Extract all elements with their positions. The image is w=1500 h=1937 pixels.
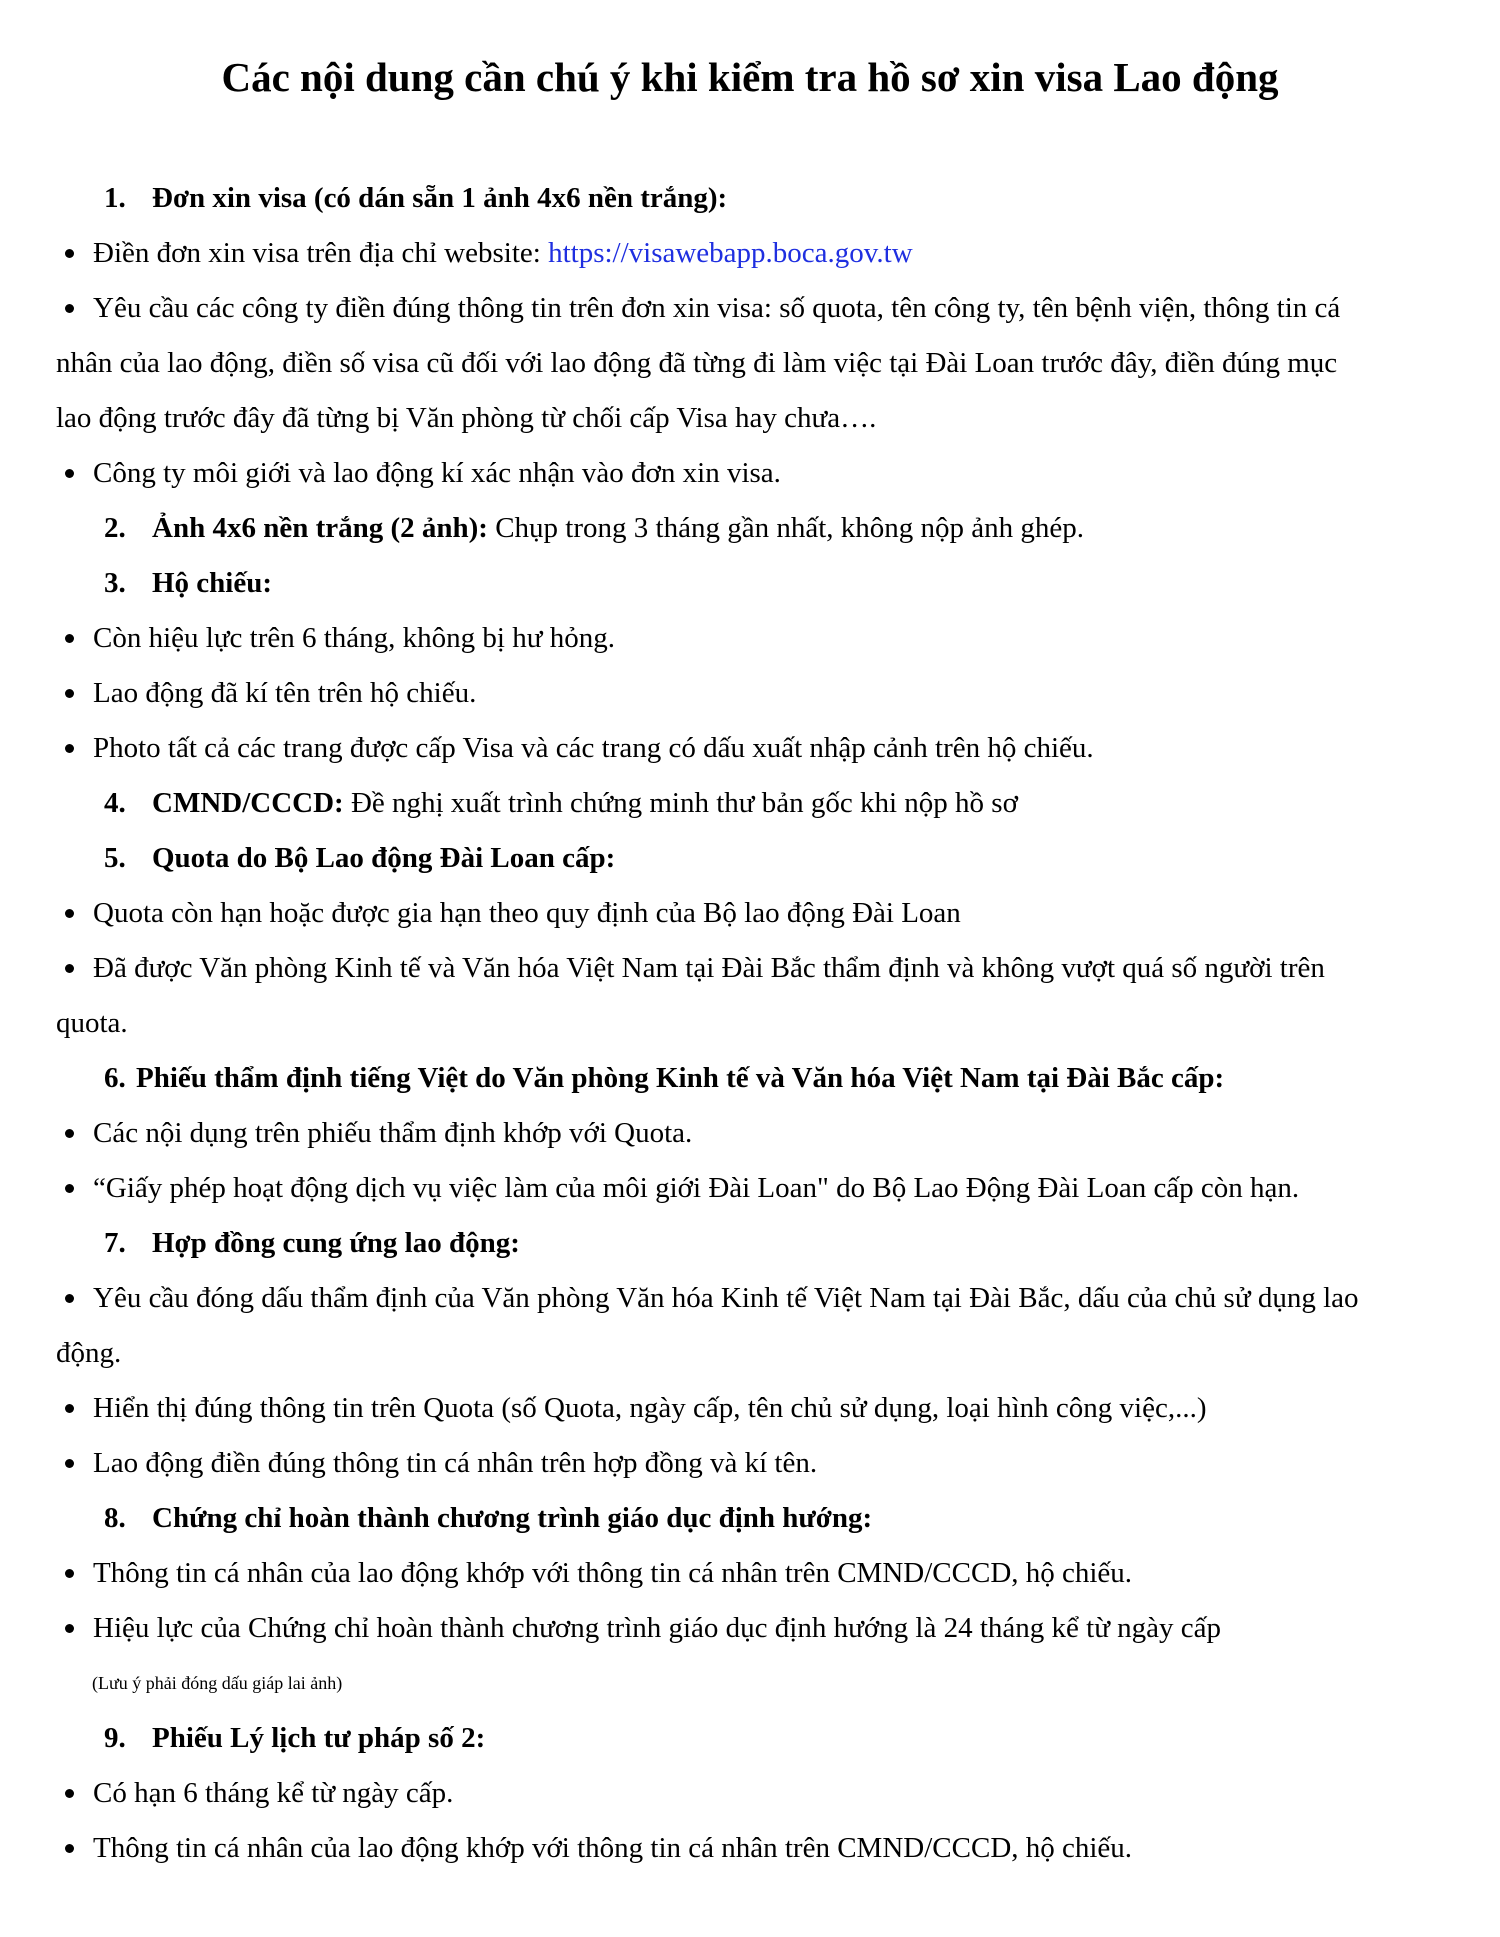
bullet-text: Hiệu lực của Chứng chỉ hoàn thành chương trình giáo dục định hướng là 24 tháng kể từ ngày cấp [93,1612,1222,1644]
bullet-text: “Giấy phép hoạt động dịch vụ việc làm của môi giới Đài Loan" do Bộ Lao Động Đài Loan cấp còn hạn. [93,1172,1300,1204]
section-number: 3. [104,567,126,599]
document-title: Các nội dung cần chú ý khi kiểm tra hồ sơ xin visa Lao động [221,54,1279,100]
section-title: Phiếu thẩm định tiếng Việt do Văn phòng Kinh tế và Văn hóa Việt Nam tại Đài Bắc cấp: [136,1062,1225,1094]
bullet-text: Photo tất cả các trang được cấp Visa và các trang có dấu xuất nhập cảnh trên hộ chiếu. [93,732,1094,764]
section-title: CMND/CCCD: [152,787,344,819]
section-number: 8. [104,1502,126,1534]
section-title: Đơn xin visa (có dán sẵn 1 ảnh 4x6 nền trắng): [152,182,728,214]
section-title: Chứng chỉ hoàn thành chương trình giáo dục định hướng: [152,1502,873,1534]
section-number: 9. [104,1722,126,1754]
section-number: 5. [104,842,126,874]
visa-website-link[interactable]: https://visawebapp.boca.gov.tw [548,237,913,269]
bullet-text-continued: (Lưu ý phải đóng dấu giáp lai ảnh) [92,1673,343,1693]
bullet-text: Lao động đã kí tên trên hộ chiếu. [93,677,477,709]
section-number: 4. [104,787,126,819]
section-title: Phiếu Lý lịch tư pháp số 2: [152,1722,486,1754]
bullet-text: Điền đơn xin visa trên địa chỉ website: [93,237,549,269]
bullet-text: Có hạn 6 tháng kể từ ngày cấp. [93,1777,454,1809]
bullet-text-continued: quota. [56,1007,128,1039]
bullet-text-continued: động. [56,1337,122,1369]
section-text: Chụp trong 3 tháng gần nhất, không nộp ảnh ghép. [487,512,1084,544]
bullet-text: Thông tin cá nhân của lao động khớp với thông tin cá nhân trên CMND/CCCD, hộ chiếu. [93,1557,1133,1589]
section-number: 6. [104,1062,126,1094]
section-title: Ảnh 4x6 nền trắng (2 ảnh): [152,512,488,544]
bullet-text: Quota còn hạn hoặc được gia hạn theo quy định của Bộ lao động Đài Loan [93,897,961,929]
bullet-text-continued: lao động trước đây đã từng bị Văn phòng từ chối cấp Visa hay chưa…. [56,402,877,434]
bullet-text-continued: nhân của lao động, điền số visa cũ đối với lao động đã từng đi làm việc tại Đài Loan trước đây, điền đúng mục [56,347,1338,379]
section-title: Hộ chiếu: [152,567,273,599]
bullet-text: Yêu cầu đóng dấu thẩm định của Văn phòng Văn hóa Kinh tế Việt Nam tại Đài Bắc, dấu của chủ sử dụng lao [93,1282,1359,1314]
bullet-text: Các nội dụng trên phiếu thẩm định khớp với Quota. [93,1117,693,1149]
section-text: Đề nghị xuất trình chứng minh thư bản gốc khi nộp hồ sơ [343,787,1018,819]
bullet-text: Yêu cầu các công ty điền đúng thông tin trên đơn xin visa: số quota, tên công ty, tên bệnh viện, thông tin cá [93,292,1341,324]
section-number: 1. [104,182,126,214]
section-number: 2. [104,512,126,544]
section-title: Quota do Bộ Lao động Đài Loan cấp: [152,842,616,874]
section-number: 7. [104,1227,126,1259]
bullet-text: Còn hiệu lực trên 6 tháng, không bị hư hỏng. [93,622,615,654]
section-title: Hợp đồng cung ứng lao động: [152,1227,520,1259]
bullet-text: Đã được Văn phòng Kinh tế và Văn hóa Việt Nam tại Đài Bắc thẩm định và không vượt quá số người trên [93,952,1325,984]
bullet-text: Công ty môi giới và lao động kí xác nhận vào đơn xin visa. [93,457,781,489]
bullet-text: Hiển thị đúng thông tin trên Quota (số Quota, ngày cấp, tên chủ sử dụng, loại hình công việc,...) [93,1392,1207,1424]
bullet-text: Lao động điền đúng thông tin cá nhân trên hợp đồng và kí tên. [93,1447,818,1479]
bullet-text: Thông tin cá nhân của lao động khớp với thông tin cá nhân trên CMND/CCCD, hộ chiếu. [93,1832,1133,1864]
